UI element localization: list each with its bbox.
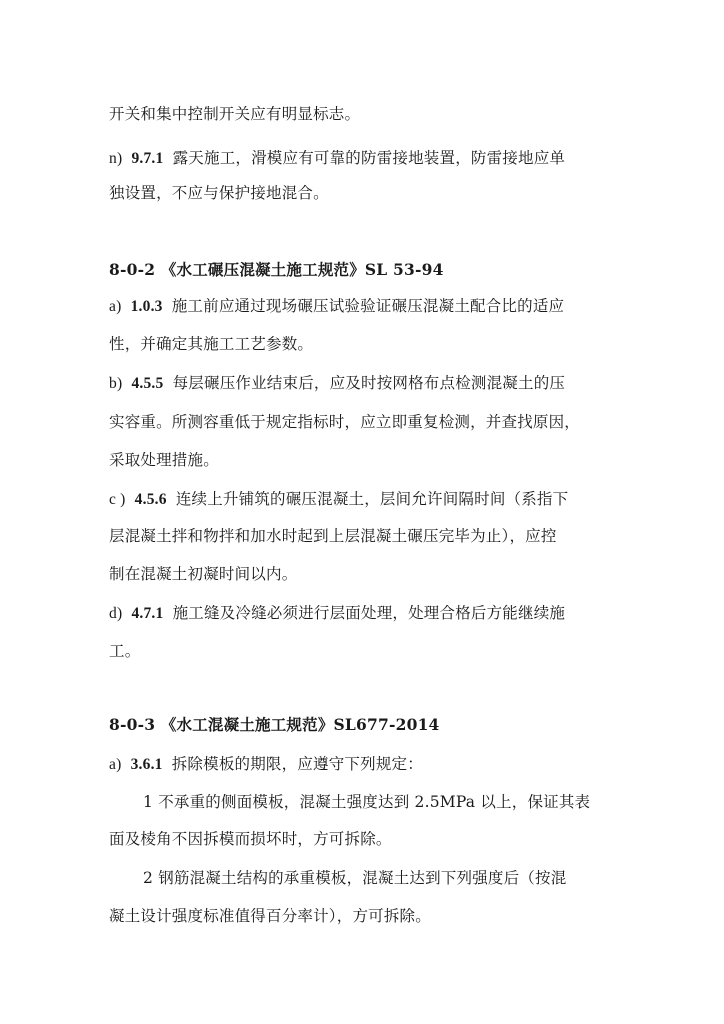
text: 实容重。所测容重低于规定指标时，应立即重复检测，并查找原因， [109,413,581,431]
clause-n [109,148,629,169]
clause-code: 9.7.1 [131,150,164,167]
text: 开关和集中控制开关应有明显标志。 [109,105,361,123]
text: 制在混凝土初凝时间以内。 [109,565,298,583]
list-item [143,792,663,812]
paragraph-line [109,183,629,203]
heading-text: 8-0-3 《水工混凝土施工规范》SL677-2014 [109,715,440,734]
clause-text: 施工缝及冷缝必须进行层面处理，处理合格后方能继续施 [172,604,566,622]
clause-text: 连续上升铺筑的碾压混凝土，层间允许间隔时间（系指下 [175,490,569,508]
clause-a [109,296,629,317]
text: 独设置，不应与保护接地混合。 [109,184,329,202]
text: 采取处理措施。 [109,451,219,469]
text: 工。 [109,642,141,660]
clause-code: 4.7.1 [131,605,164,622]
section-heading [109,260,629,280]
list-item [143,868,663,888]
paragraph-line [109,334,629,354]
clause-marker: a) [109,298,122,315]
clause-marker: d) [109,605,123,622]
text: 层混凝土拌和物拌和加水时起到上层混凝土碾压完毕为止），应控 [109,527,557,545]
paragraph-line [109,564,629,584]
paragraph-line [109,450,629,470]
clause-code: 4.5.6 [134,491,167,508]
paragraph-line [109,829,629,849]
clause-text: 拆除模板的期限，应遵守下列规定： [171,755,423,773]
clause-text: 每层碾压作业结束后，应及时按网格布点检测混凝土的压 [172,374,566,392]
clause-text: 施工前应通过现场碾压试验验证碾压混凝土配合比的适应 [171,297,565,315]
text: 面及棱角不因拆模而损坏时，方可拆除。 [109,830,392,848]
text: 1 不承重的侧面模板，混凝土强度达到 2.5MPa 以上，保证其表 [143,793,591,811]
clause-text: 露天施工，滑模应有可靠的防雷接地装置，防雷接地应单 [172,149,566,167]
clause-marker: a) [109,756,122,773]
clause-marker: c ) [109,491,126,508]
paragraph-line [109,641,629,661]
paragraph-line [109,104,629,124]
clause-marker: n) [109,150,123,167]
clause-marker: b) [109,375,123,392]
section-heading [109,715,629,735]
clause-d [109,603,629,624]
text: 性，并确定其施工工艺参数。 [109,335,314,353]
clause-b [109,373,629,394]
clause-code: 3.6.1 [130,756,163,773]
text: 凝土设计强度标准值得百分率计），方可拆除。 [109,907,431,925]
text: 2 钢筋混凝土结构的承重模板，混凝土达到下列强度后（按混 [143,869,567,887]
clause-code: 1.0.3 [130,298,163,315]
clause-c [109,489,629,510]
paragraph-line [109,906,629,926]
clause-code: 4.5.5 [131,375,164,392]
paragraph-line [109,412,629,432]
paragraph-line [109,526,629,546]
clause-a [109,754,629,775]
heading-text: 8-0-2 《水工碾压混凝土施工规范》SL 53-94 [109,260,444,279]
